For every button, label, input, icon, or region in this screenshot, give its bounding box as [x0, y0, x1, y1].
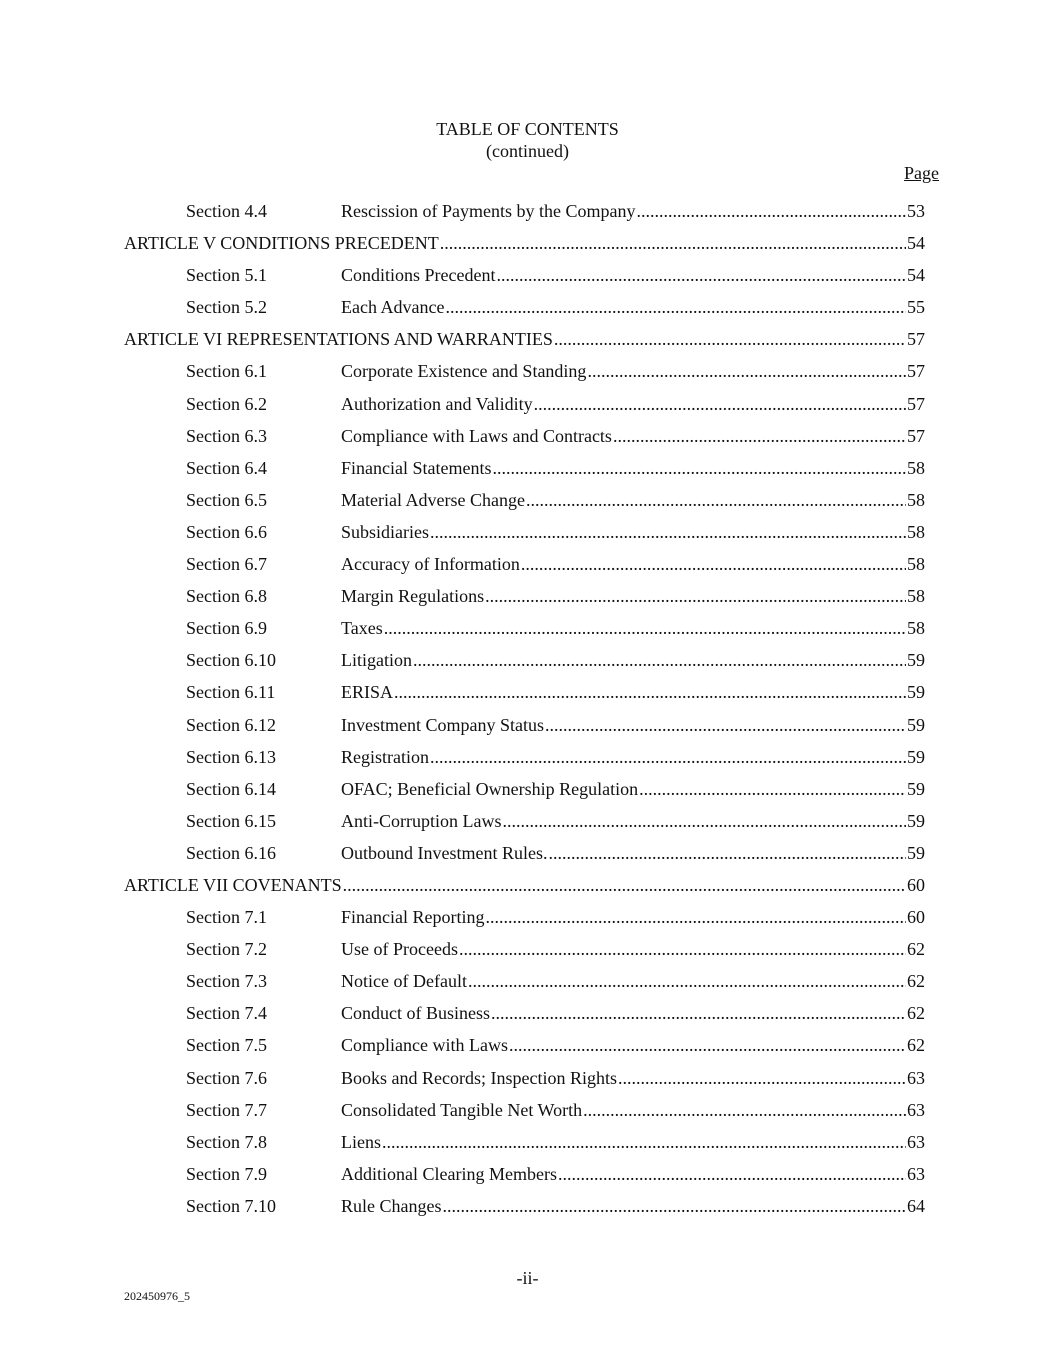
dot-leader: [618, 1062, 906, 1094]
toc-article-entry[interactable]: [0, 227, 1055, 259]
section-title: Litigation: [341, 650, 412, 671]
toc-section-entry[interactable]: [0, 420, 1055, 452]
section-title: Financial Reporting: [341, 907, 485, 928]
section-title: Financial Statements: [341, 457, 492, 478]
section-number: Section 7.3: [186, 971, 267, 992]
toc-entry-line: [341, 997, 925, 1029]
section-number: Section 6.11: [186, 682, 276, 703]
entry-page-number: 58: [907, 457, 925, 478]
toc-section-entry[interactable]: [0, 612, 1055, 644]
document-id: 202450976_5: [124, 1289, 190, 1303]
dot-leader: [548, 837, 906, 869]
dot-leader: [443, 1190, 907, 1222]
toc-entry-line: [341, 612, 925, 644]
entry-page-number: 57: [907, 329, 925, 350]
entry-page-number: 59: [907, 746, 925, 767]
toc-section-entry[interactable]: [0, 195, 1055, 227]
section-title: Material Adverse Change: [341, 489, 525, 510]
entry-page-number: 60: [907, 874, 925, 895]
toc-section-entry[interactable]: [0, 484, 1055, 516]
section-title: Conduct of Business: [341, 1003, 491, 1024]
toc-entry-line: [341, 741, 925, 773]
toc-entry-line: [341, 484, 925, 516]
dot-leader: [492, 452, 906, 484]
toc-section-entry[interactable]: [0, 291, 1055, 323]
entry-page-number: 63: [907, 1131, 925, 1152]
toc-section-entry[interactable]: [0, 1062, 1055, 1094]
section-number: Section 5.1: [186, 265, 267, 286]
dot-leader: [502, 805, 906, 837]
dot-leader: [639, 773, 906, 805]
toc-entry-line: [341, 548, 925, 580]
toc-article-entry[interactable]: [0, 323, 1055, 355]
toc-list: [0, 195, 1055, 1222]
toc-section-entry[interactable]: [0, 773, 1055, 805]
dot-leader: [636, 195, 906, 227]
dot-leader: [491, 997, 906, 1029]
entry-page-number: 59: [907, 810, 925, 831]
toc-section-entry[interactable]: [0, 1158, 1055, 1190]
section-title: ERISA: [341, 682, 394, 703]
toc-entry-line: [124, 323, 925, 355]
toc-section-entry[interactable]: [0, 1029, 1055, 1061]
section-number: Section 6.8: [186, 586, 267, 607]
toc-section-entry[interactable]: [0, 355, 1055, 387]
section-number: Section 7.5: [186, 1035, 267, 1056]
dot-leader: [384, 612, 906, 644]
entry-page-number: 62: [907, 1035, 925, 1056]
toc-entry-line: [341, 1190, 925, 1222]
entry-page-number: 59: [907, 714, 925, 735]
section-number: Section 5.2: [186, 297, 267, 318]
entry-page-number: 62: [907, 971, 925, 992]
section-title: Conditions Precedent: [341, 265, 496, 286]
toc-section-entry[interactable]: [0, 997, 1055, 1029]
dot-leader: [459, 933, 906, 965]
toc-section-entry[interactable]: [0, 1126, 1055, 1158]
toc-section-entry[interactable]: [0, 388, 1055, 420]
entry-page-number: 62: [907, 1003, 925, 1024]
toc-entry-line: [341, 965, 925, 997]
dot-leader: [554, 323, 906, 355]
section-number: Section 6.14: [186, 778, 276, 799]
toc-section-entry[interactable]: [0, 741, 1055, 773]
dot-leader: [343, 869, 906, 901]
dot-leader: [413, 644, 906, 676]
toc-section-entry[interactable]: [0, 965, 1055, 997]
entry-page-number: 58: [907, 521, 925, 542]
toc-article-entry[interactable]: [0, 869, 1055, 901]
entry-page-number: 63: [907, 1163, 925, 1184]
page-number: -ii-: [516, 1268, 539, 1288]
entry-page-number: 58: [907, 618, 925, 639]
toc-section-entry[interactable]: [0, 580, 1055, 612]
dot-leader: [521, 548, 906, 580]
section-title: Subsidiaries: [341, 521, 429, 542]
section-number: Section 6.5: [186, 489, 267, 510]
section-number: Section 6.2: [186, 393, 267, 414]
toc-section-entry[interactable]: [0, 709, 1055, 741]
dot-leader: [526, 484, 906, 516]
entry-page-number: 57: [907, 361, 925, 382]
entry-page-number: 58: [907, 489, 925, 510]
dot-leader: [430, 516, 906, 548]
toc-section-entry[interactable]: [0, 676, 1055, 708]
entry-page-number: 54: [907, 233, 925, 254]
dot-leader: [534, 388, 906, 420]
article-title: ARTICLE VII COVENANTS: [124, 874, 342, 895]
section-title: Accuracy of Information: [341, 554, 520, 575]
dot-leader: [613, 420, 906, 452]
toc-entry-line: [341, 676, 925, 708]
toc-entry-line: [341, 291, 925, 323]
entry-page-number: 63: [907, 1067, 925, 1088]
toc-entry-line: [341, 259, 925, 291]
section-title: Liens: [341, 1131, 381, 1152]
toc-section-entry[interactable]: [0, 259, 1055, 291]
entry-page-number: 58: [907, 586, 925, 607]
section-title: Outbound Investment Rules.: [341, 842, 548, 863]
dot-leader: [583, 1094, 906, 1126]
toc-section-entry[interactable]: [0, 452, 1055, 484]
dot-leader: [382, 1126, 906, 1158]
toc-entry-line: [341, 1126, 925, 1158]
section-number: Section 6.4: [186, 457, 267, 478]
section-title: Rule Changes: [341, 1195, 442, 1216]
article-title: ARTICLE VI REPRESENTATIONS AND WARRANTIES: [124, 329, 553, 350]
section-title: Additional Clearing Members: [341, 1163, 557, 1184]
dot-leader: [587, 355, 906, 387]
toc-entry-line: [341, 452, 925, 484]
dot-leader: [468, 965, 906, 997]
page-column-label: Page: [904, 163, 939, 183]
section-title: Registration: [341, 746, 429, 767]
section-number: Section 6.12: [186, 714, 276, 735]
toc-entry-line: [341, 837, 925, 869]
toc-entry-line: [341, 773, 925, 805]
entry-page-number: 63: [907, 1099, 925, 1120]
section-title: Notice of Default: [341, 971, 467, 992]
toc-section-entry[interactable]: [0, 644, 1055, 676]
entry-page-number: 62: [907, 939, 925, 960]
section-number: Section 6.10: [186, 650, 276, 671]
dot-leader: [545, 709, 906, 741]
toc-entry-line: [341, 388, 925, 420]
section-number: Section 6.9: [186, 618, 267, 639]
toc-entry-line: [124, 227, 925, 259]
section-number: Section 6.6: [186, 521, 267, 542]
toc-entry-line: [341, 644, 925, 676]
toc-section-entry[interactable]: [0, 548, 1055, 580]
section-title: Authorization and Validity: [341, 393, 533, 414]
dot-leader: [509, 1029, 906, 1061]
section-number: Section 7.9: [186, 1163, 267, 1184]
section-title: OFAC; Beneficial Ownership Regulation: [341, 778, 639, 799]
entry-page-number: 59: [907, 842, 925, 863]
entry-page-number: 59: [907, 650, 925, 671]
entry-page-number: 55: [907, 297, 925, 318]
toc-title: TABLE OF CONTENTS: [436, 119, 619, 139]
toc-entry-line: [341, 933, 925, 965]
article-title: ARTICLE V CONDITIONS PRECEDENT: [124, 233, 439, 254]
toc-entry-line: [341, 1062, 925, 1094]
section-number: Section 6.3: [186, 425, 267, 446]
section-number: Section 7.2: [186, 939, 267, 960]
section-number: Section 7.10: [186, 1195, 276, 1216]
toc-subtitle: (continued): [486, 141, 569, 161]
toc-entry-line: [341, 805, 925, 837]
toc-entry-line: [341, 901, 925, 933]
toc-entry-line: [124, 869, 925, 901]
entry-page-number: 53: [907, 201, 925, 221]
toc-entry-line: [341, 420, 925, 452]
section-title: Compliance with Laws: [341, 1035, 508, 1056]
entry-page-number: 60: [907, 907, 925, 928]
toc-section-entry[interactable]: [0, 1094, 1055, 1126]
toc-entry-line: [341, 195, 925, 227]
entry-page-number: 64: [907, 1195, 925, 1216]
toc-section-entry[interactable]: [0, 837, 1055, 869]
section-number: Section 6.1: [186, 361, 267, 382]
section-number: Section 6.7: [186, 554, 267, 575]
section-number: Section 7.7: [186, 1099, 267, 1120]
section-number: Section 7.8: [186, 1131, 267, 1152]
section-number: Section 7.1: [186, 907, 267, 928]
toc-section-entry[interactable]: [0, 901, 1055, 933]
dot-leader: [558, 1158, 906, 1190]
section-title: Each Advance: [341, 297, 445, 318]
section-title: Anti-Corruption Laws: [341, 810, 502, 831]
section-number: Section 6.15: [186, 810, 276, 831]
toc-section-entry[interactable]: [0, 805, 1055, 837]
dot-leader: [430, 741, 906, 773]
entry-page-number: 54: [907, 265, 925, 286]
entry-page-number: 57: [907, 393, 925, 414]
toc-section-entry[interactable]: [0, 1190, 1055, 1222]
section-title: Use of Proceeds: [341, 939, 458, 960]
toc-entry-line: [341, 709, 925, 741]
toc-entry-line: [341, 355, 925, 387]
toc-entry-line: [341, 1029, 925, 1061]
section-title: Margin Regulations: [341, 586, 485, 607]
dot-leader: [485, 580, 906, 612]
section-title: Taxes: [341, 618, 383, 639]
section-number: Section 7.4: [186, 1003, 267, 1024]
section-title: Rescission of Payments by the Company: [341, 201, 636, 221]
section-number: Section 4.4: [186, 201, 267, 221]
dot-leader: [485, 901, 906, 933]
toc-entry-line: [341, 580, 925, 612]
section-title: Consolidated Tangible Net Worth: [341, 1099, 583, 1120]
section-number: Section 6.13: [186, 746, 276, 767]
toc-section-entry[interactable]: [0, 516, 1055, 548]
section-number: Section 6.16: [186, 842, 276, 863]
dot-leader: [440, 227, 906, 259]
toc-entry-line: [341, 1094, 925, 1126]
toc-section-entry[interactable]: [0, 933, 1055, 965]
entry-page-number: 59: [907, 682, 925, 703]
section-title: Compliance with Laws and Contracts: [341, 425, 612, 446]
toc-entry-line: [341, 1158, 925, 1190]
section-title: Investment Company Status: [341, 714, 544, 735]
dot-leader: [394, 676, 906, 708]
dot-leader: [445, 291, 906, 323]
entry-page-number: 57: [907, 425, 925, 446]
section-number: Section 7.6: [186, 1067, 267, 1088]
dot-leader: [496, 259, 906, 291]
toc-entry-line: [341, 516, 925, 548]
section-title: Books and Records; Inspection Rights: [341, 1067, 617, 1088]
entry-page-number: 58: [907, 554, 925, 575]
section-title: Corporate Existence and Standing: [341, 361, 587, 382]
entry-page-number: 59: [907, 778, 925, 799]
